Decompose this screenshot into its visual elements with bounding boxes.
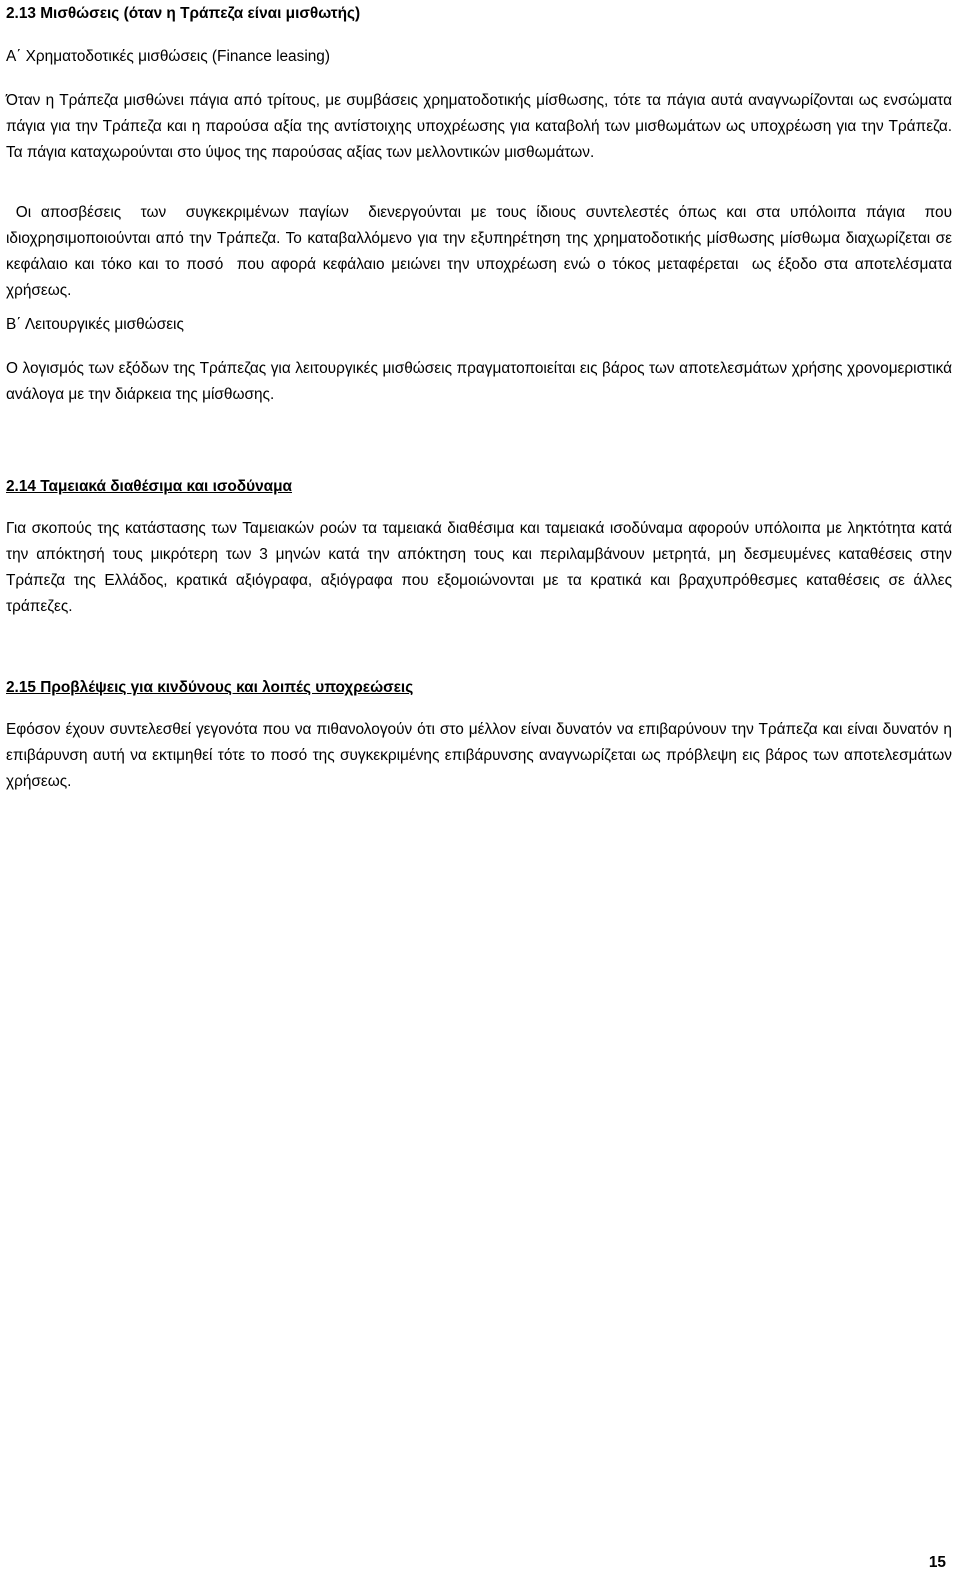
cash-equivalents-paragraph: Για σκοπούς της κατάστασης των Ταμειακών ροών τα ταμειακά διαθέσιμα και ταμειακά ισοδύναμα αφορούν υπόλοιπα με ληκτότητα κατά την απόκτησή τους μικρότερη των 3 μηνών κατά την απόκτηση τους και περιλαμβάνουν μετρητά, μη δεσμευμένες καταθέσεις στην Τράπεζα της Ελλάδος, κρατικά αξιόγραφα, αξιόγραφα που εξομοιώνονται με τα κρατικά και βραχυπρόθεσμες καταθέσεις σε άλλες τράπεζες. xyxy=(6,520,952,615)
provisions-paragraph: Εφόσον έχουν συντελεσθεί γεγονότα που να πιθανολογούν ότι στο μέλλον είναι δυνατόν να επιβαρύνουν την Τράπεζα και είναι δυνατόν η επιβάρυνση αυτή να εκτιμηθεί τότε το ποσό της συγκεκριμένης επιβάρυνσης αναγνωρίζεται ως πρόβλεψη εις βάρος των αποτελεσμάτων χρήσεως. xyxy=(6,721,952,790)
finance-leasing-paragraph-1: Όταν η Τράπεζα μισθώνει πάγια από τρίτους, με συμβάσεις χρηματοδοτικής μίσθωσης, τότε τα πάγια αυτά αναγνωρίζονται ως ενσώματα πάγια για την Τράπεζα και η παρούσα αξία της αντίστοιχης υποχρέωσης για καταβολή των μισθωμάτων ως υποχρέωση για την Τράπεζα. Τα πάγια καταχωρούνται στο ύψος της παρούσας αξίας των μελλοντικών μισθωμάτων. xyxy=(6,92,952,161)
section-2-15-heading: 2.15 Προβλέψεις για κινδύνους και λοιπές υποχρεώσεις xyxy=(6,679,414,696)
operating-leasing-subheading: Β΄ Λειτουργικές μισθώσεις xyxy=(6,316,184,333)
finance-leasing-paragraph-2: Οι αποσβέσεις των συγκεκριμένων παγίων διενεργούνται με τους ίδιους συντελεστές όπως και στα υπόλοιπα πάγια που ιδιοχρησιμοποιούνται από την Τράπεζα. Το καταβαλλόμενο για την εξυπηρέτηση της χρηματοδοτικής μίσθωσης μίσθωμα διαχωρίζεται σε κεφάλαιο και τόκο και το ποσό που αφορά κεφάλαιο μειώνει την υποχρέωση ενώ ο τόκος μεταφέρεται ως έξοδο στα αποτελέσματα χρήσεως. xyxy=(6,204,957,299)
finance-leasing-subheading: Α΄ Χρηματοδοτικές μισθώσεις (Finance leasing) xyxy=(6,48,330,65)
operating-leasing-paragraph: Ο λογισμός των εξόδων της Τράπεζας για λειτουργικές μισθώσεις πραγματοποιείται εις βάρος των αποτελεσμάτων χρήσης χρονομεριστικά ανάλογα με την διάρκεια της μίσθωσης. xyxy=(6,360,952,403)
page-number: 15 xyxy=(928,1554,946,1571)
section-2-14-heading: 2.14 Ταμειακά διαθέσιμα και ισοδύναμα xyxy=(6,478,292,495)
section-2-13-heading: 2.13 Μισθώσεις (όταν η Τράπεζα είναι μισθωτής) xyxy=(6,5,361,22)
